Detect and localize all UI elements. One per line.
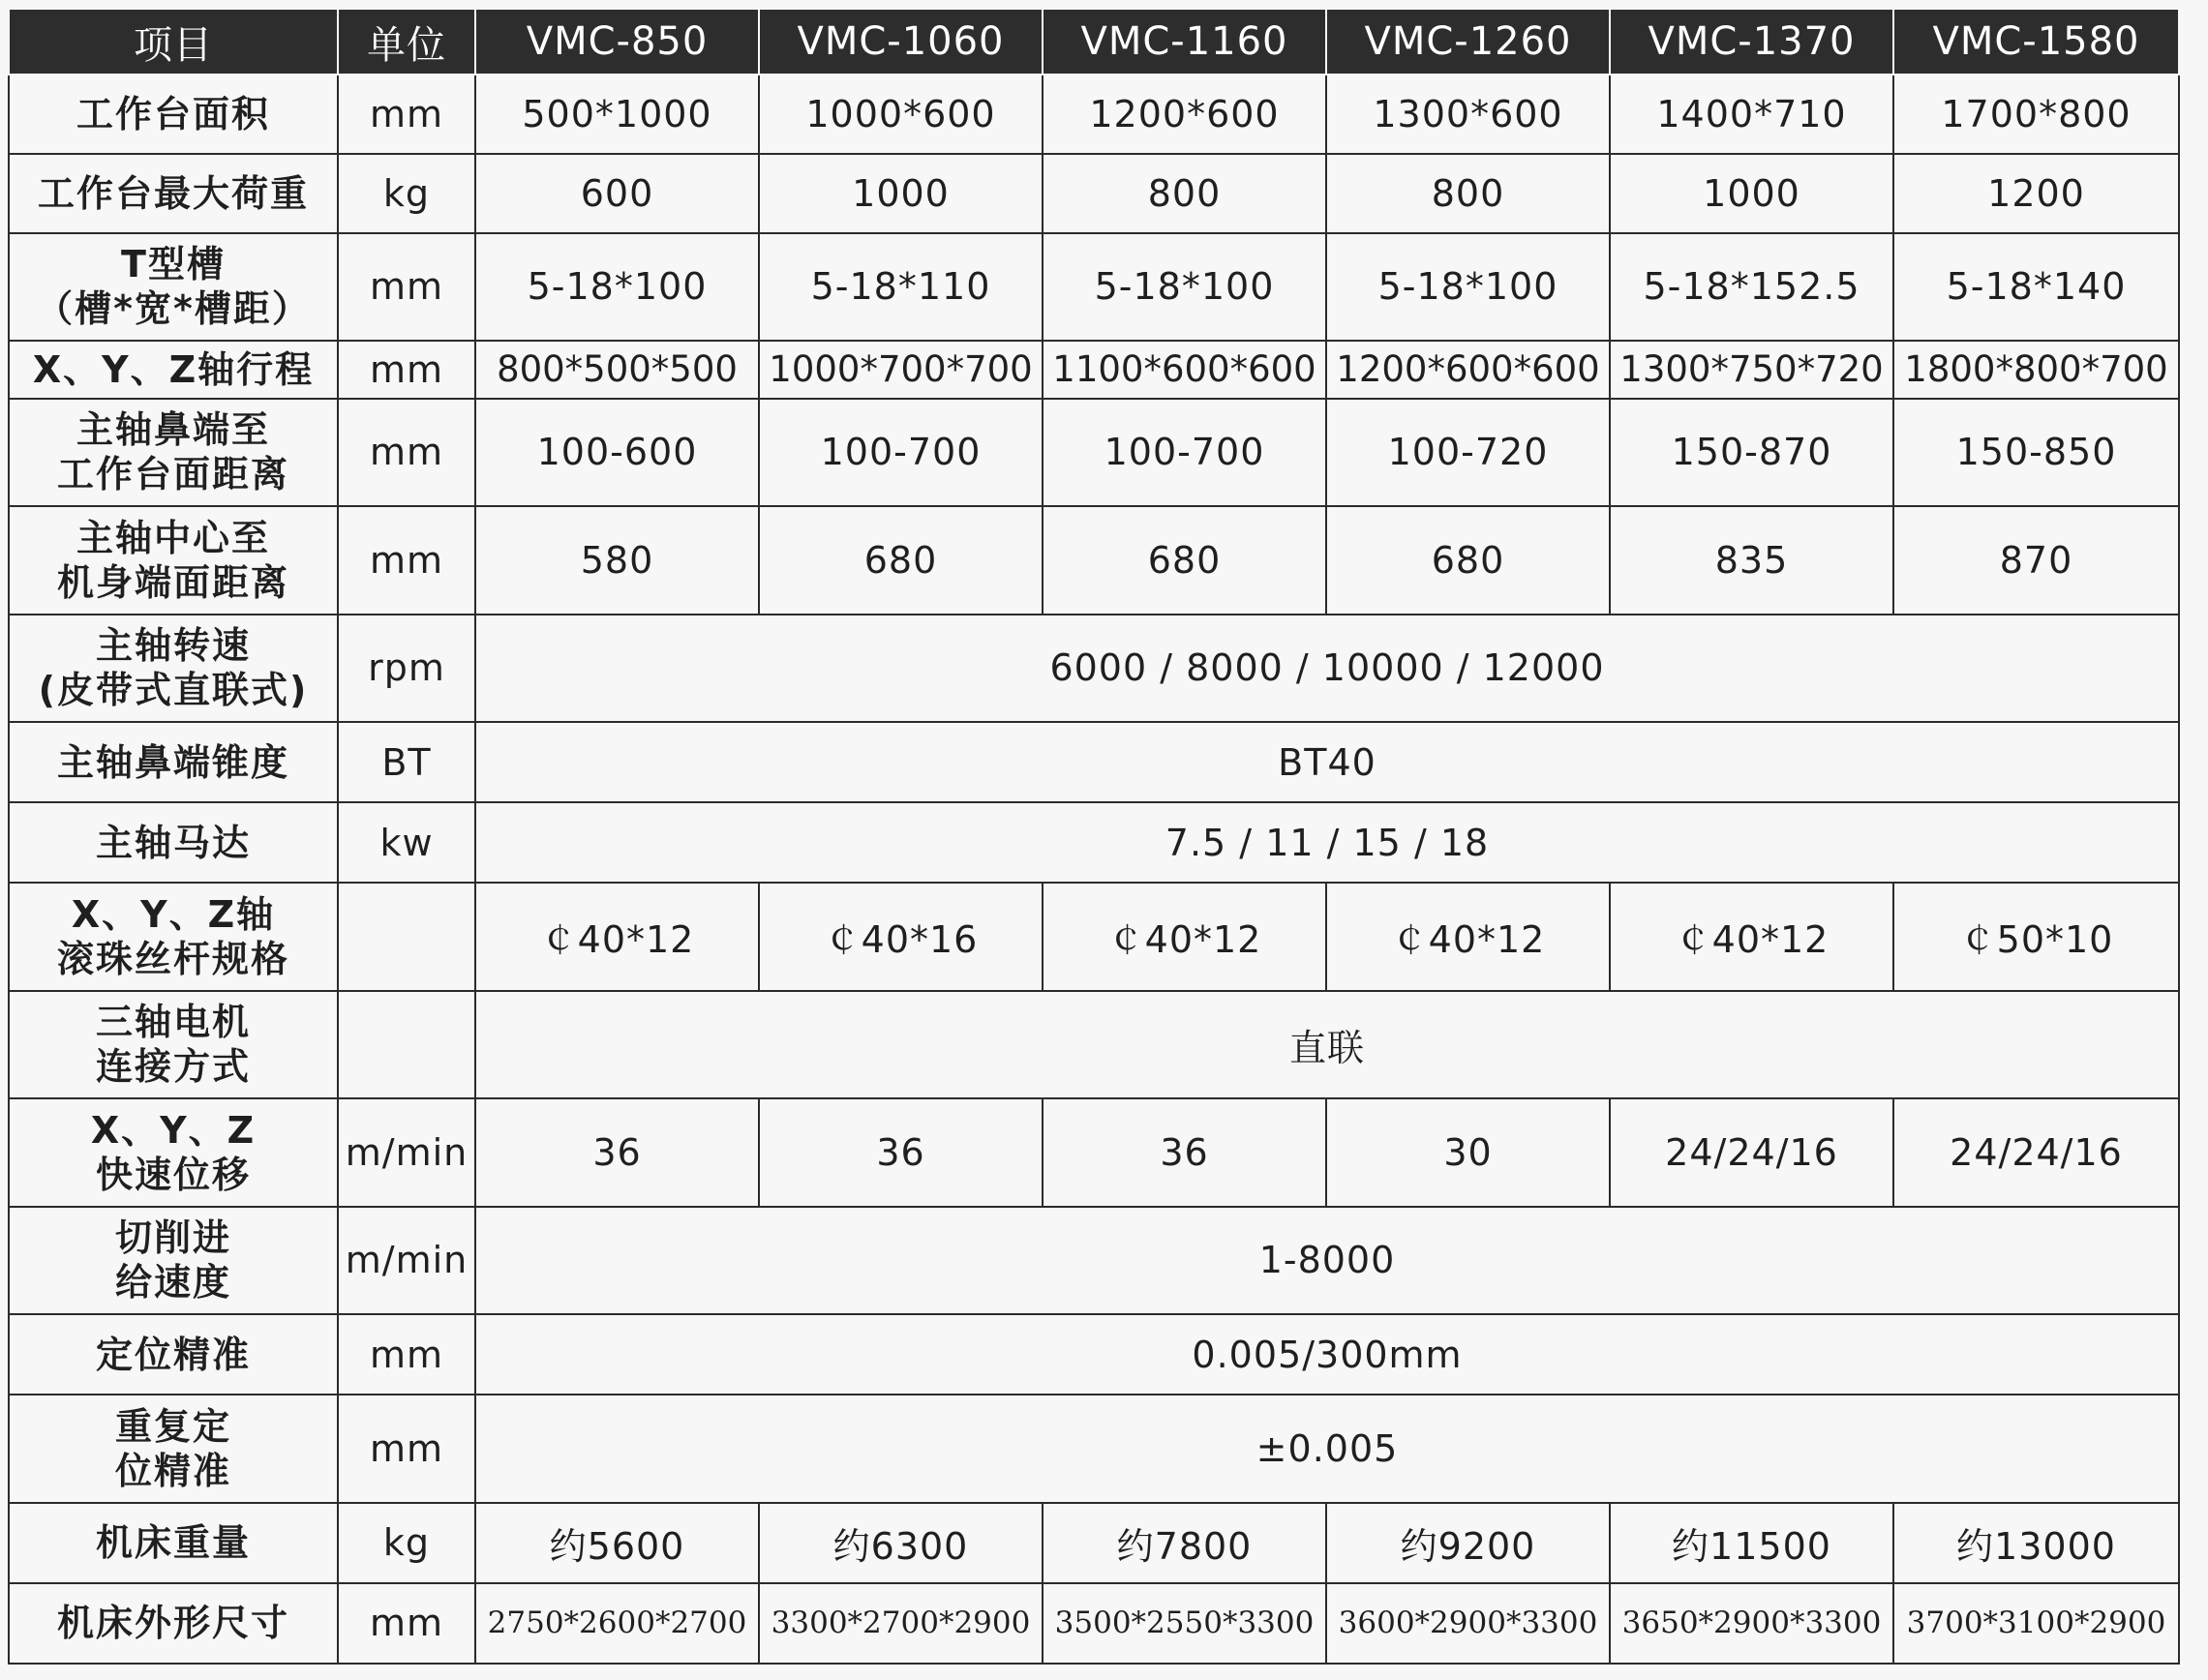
row-label-line: 三轴电机 (95, 1001, 251, 1044)
row-value: ￠40*12 (475, 883, 759, 991)
table-row (9, 615, 2179, 723)
row-label-line: 位精准 (114, 1450, 231, 1493)
row-unit: mm (338, 233, 475, 342)
row-value: 800*500*500 (475, 341, 759, 398)
row-shared-value: 6000 / 8000 / 10000 / 12000 (475, 615, 2179, 723)
row-label (9, 1207, 338, 1315)
row-value: 3600*2900*3300 (1326, 1583, 1610, 1664)
row-value: 约7800 (1043, 1503, 1326, 1583)
row-value: 1100*600*600 (1043, 341, 1326, 398)
row-value: 约13000 (1893, 1503, 2179, 1583)
row-value: 1000 (1610, 154, 1893, 233)
row-value: 约6300 (759, 1503, 1043, 1583)
row-label-line: 主轴鼻端至 (76, 408, 270, 452)
row-label (9, 399, 338, 507)
row-unit: BT (338, 722, 475, 802)
row-label-line: 主轴鼻端锥度 (56, 740, 289, 784)
row-value: 5-18*100 (1043, 233, 1326, 342)
table-row (9, 1395, 2179, 1503)
table-row (9, 399, 2179, 507)
row-label-line: X、Y、Z轴 (71, 892, 276, 936)
spec-table (8, 8, 2180, 1665)
row-label-line: 工作台面距离 (56, 453, 289, 496)
row-value: 24/24/16 (1610, 1098, 1893, 1207)
row-label-line: T型槽 (121, 243, 226, 286)
table-row (9, 722, 2179, 802)
header-model: VMC-1160 (1043, 9, 1326, 75)
row-label-line: 机身端面距离 (56, 560, 289, 604)
table-row (9, 1583, 2179, 1664)
header-model: VMC-1580 (1893, 9, 2179, 75)
row-shared-value: 1-8000 (475, 1207, 2179, 1315)
row-label-line: 切削进 (114, 1216, 231, 1260)
row-label-line: 快速位移 (95, 1153, 251, 1196)
row-label-line: 工作台最大荷重 (37, 171, 309, 215)
header-model: VMC-1370 (1610, 9, 1893, 75)
table-row (9, 506, 2179, 615)
row-label-line: 给速度 (114, 1261, 231, 1305)
row-label (9, 233, 338, 342)
row-value: 100-700 (759, 399, 1043, 507)
row-unit: m/min (338, 1207, 475, 1315)
row-label (9, 75, 338, 154)
row-value: 30 (1326, 1098, 1610, 1207)
table-row (9, 991, 2179, 1099)
row-value: 1300*600 (1326, 75, 1610, 154)
row-label-line: 定位精准 (95, 1333, 251, 1376)
header-item: 项目 (9, 9, 338, 75)
row-shared-value: ±0.005 (475, 1395, 2179, 1503)
row-value: 800 (1043, 154, 1326, 233)
table-row (9, 233, 2179, 342)
row-value: ￠40*12 (1043, 883, 1326, 991)
row-value: 约11500 (1610, 1503, 1893, 1583)
row-shared-value: BT40 (475, 722, 2179, 802)
row-shared-value: 0.005/300mm (475, 1314, 2179, 1395)
row-value: 680 (759, 506, 1043, 615)
row-unit: mm (338, 1314, 475, 1395)
row-value: 680 (1043, 506, 1326, 615)
row-unit: mm (338, 1583, 475, 1664)
table-row (9, 1503, 2179, 1583)
row-value: 36 (475, 1098, 759, 1207)
row-label (9, 1098, 338, 1207)
row-label (9, 991, 338, 1099)
row-label-line: 主轴中心至 (76, 516, 270, 559)
table-row (9, 1098, 2179, 1207)
row-value: 1200*600 (1043, 75, 1326, 154)
row-value: 1000*600 (759, 75, 1043, 154)
row-value: 100-700 (1043, 399, 1326, 507)
row-unit (338, 991, 475, 1099)
row-unit: mm (338, 341, 475, 398)
header-unit: 单位 (338, 9, 475, 75)
row-label-line: 主轴马达 (95, 821, 251, 864)
row-unit: mm (338, 1395, 475, 1503)
row-label-line: 工作台面积 (76, 92, 270, 135)
row-value: ￠50*10 (1893, 883, 2179, 991)
header-model: VMC-850 (475, 9, 759, 75)
row-label (9, 1583, 338, 1664)
table-row (9, 1207, 2179, 1315)
row-label (9, 154, 338, 233)
row-value: 1200*600*600 (1326, 341, 1610, 398)
header-row (9, 9, 2179, 75)
row-value: 150-870 (1610, 399, 1893, 507)
row-value: 580 (475, 506, 759, 615)
table-row (9, 883, 2179, 991)
row-value: 约9200 (1326, 1503, 1610, 1583)
header-model: VMC-1060 (759, 9, 1043, 75)
row-value: ￠40*12 (1610, 883, 1893, 991)
row-value: 1300*750*720 (1610, 341, 1893, 398)
row-label-line: X、Y、Z轴行程 (32, 347, 315, 391)
row-value: 5-18*100 (1326, 233, 1610, 342)
row-label-line: 主轴转速 (95, 624, 251, 668)
table-row (9, 1314, 2179, 1395)
row-unit: kg (338, 1503, 475, 1583)
header-model: VMC-1260 (1326, 9, 1610, 75)
row-label (9, 1395, 338, 1503)
row-value: 1000*700*700 (759, 341, 1043, 398)
row-value: 1000 (759, 154, 1043, 233)
table-row (9, 154, 2179, 233)
row-value: 500*1000 (475, 75, 759, 154)
row-unit: mm (338, 399, 475, 507)
row-value: 36 (759, 1098, 1043, 1207)
row-label (9, 506, 338, 615)
row-value: 3700*3100*2900 (1893, 1583, 2179, 1664)
row-unit (338, 883, 475, 991)
row-value: 24/24/16 (1893, 1098, 2179, 1207)
row-value: 150-850 (1893, 399, 2179, 507)
row-label (9, 1503, 338, 1583)
row-value: 835 (1610, 506, 1893, 615)
row-unit: rpm (338, 615, 475, 723)
row-label (9, 722, 338, 802)
table-row (9, 75, 2179, 154)
row-value: 1700*800 (1893, 75, 2179, 154)
row-shared-value: 7.5 / 11 / 15 / 18 (475, 802, 2179, 883)
row-value: 3650*2900*3300 (1610, 1583, 1893, 1664)
row-value: 1400*710 (1610, 75, 1893, 154)
row-label-line: X、Y、Z (90, 1108, 257, 1152)
row-unit: m/min (338, 1098, 475, 1207)
row-value: ￠40*16 (759, 883, 1043, 991)
table-row (9, 341, 2179, 398)
row-value: 5-18*140 (1893, 233, 2179, 342)
row-value: 2750*2600*2700 (475, 1583, 759, 1664)
row-value: 680 (1326, 506, 1610, 615)
row-label-line: (皮带式直联式) (38, 669, 309, 712)
row-label (9, 883, 338, 991)
row-label-line: 连接方式 (95, 1045, 251, 1089)
row-value: 100-720 (1326, 399, 1610, 507)
row-value: 5-18*152.5 (1610, 233, 1893, 342)
row-label (9, 802, 338, 883)
row-value: 3300*2700*2900 (759, 1583, 1043, 1664)
row-label (9, 615, 338, 723)
spec-body (9, 75, 2179, 1664)
row-value: 100-600 (475, 399, 759, 507)
row-value: 5-18*110 (759, 233, 1043, 342)
row-label (9, 1314, 338, 1395)
row-value: 5-18*100 (475, 233, 759, 342)
row-value: ￠40*12 (1326, 883, 1610, 991)
row-label-line: （槽*宽*槽距） (36, 287, 311, 331)
row-label (9, 341, 338, 398)
row-label-line: 滚珠丝杆规格 (56, 937, 289, 980)
row-value: 1800*800*700 (1893, 341, 2179, 398)
row-value: 870 (1893, 506, 2179, 615)
row-label-line: 机床重量 (95, 1521, 251, 1565)
row-value: 1200 (1893, 154, 2179, 233)
row-value: 800 (1326, 154, 1610, 233)
row-unit: mm (338, 506, 475, 615)
row-value: 600 (475, 154, 759, 233)
row-unit: mm (338, 75, 475, 154)
row-unit: kw (338, 802, 475, 883)
row-label-line: 机床外形尺寸 (56, 1602, 289, 1645)
row-shared-value: 直联 (475, 991, 2179, 1099)
row-value: 3500*2550*3300 (1043, 1583, 1326, 1664)
row-unit: kg (338, 154, 475, 233)
row-value: 36 (1043, 1098, 1326, 1207)
row-label-line: 重复定 (114, 1405, 231, 1449)
row-value: 约5600 (475, 1503, 759, 1583)
table-row (9, 802, 2179, 883)
